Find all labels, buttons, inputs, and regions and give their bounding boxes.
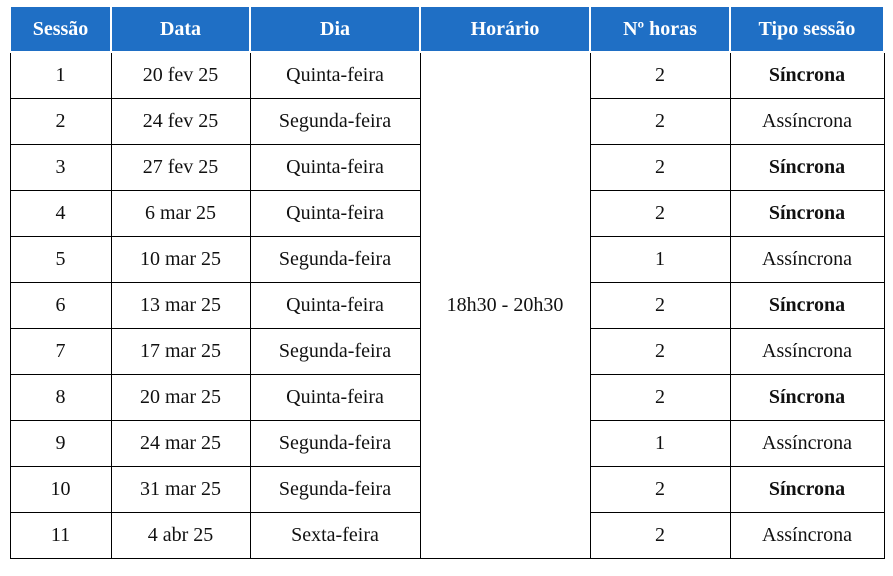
cell-dia: Segunda-feira bbox=[250, 467, 420, 513]
cell-dia: Quinta-feira bbox=[250, 283, 420, 329]
cell-sessao: 6 bbox=[10, 283, 111, 329]
cell-tipo: Síncrona bbox=[730, 52, 884, 99]
cell-dia: Quinta-feira bbox=[250, 52, 420, 99]
cell-data: 24 fev 25 bbox=[111, 99, 250, 145]
header-horas: Nº horas bbox=[590, 6, 730, 52]
cell-sessao: 3 bbox=[10, 145, 111, 191]
cell-horas: 2 bbox=[590, 191, 730, 237]
cell-tipo: Assíncrona bbox=[730, 237, 884, 283]
cell-data: 24 mar 25 bbox=[111, 421, 250, 467]
cell-dia: Quinta-feira bbox=[250, 191, 420, 237]
cell-data: 20 mar 25 bbox=[111, 375, 250, 421]
cell-data: 6 mar 25 bbox=[111, 191, 250, 237]
cell-tipo: Síncrona bbox=[730, 375, 884, 421]
cell-tipo: Assíncrona bbox=[730, 421, 884, 467]
header-horario: Horário bbox=[420, 6, 590, 52]
cell-horario: 18h30 - 20h30 bbox=[420, 52, 590, 559]
cell-sessao: 2 bbox=[10, 99, 111, 145]
cell-data: 27 fev 25 bbox=[111, 145, 250, 191]
cell-sessao: 7 bbox=[10, 329, 111, 375]
header-row bbox=[10, 6, 884, 52]
cell-dia: Segunda-feira bbox=[250, 329, 420, 375]
cell-horas: 2 bbox=[590, 513, 730, 559]
cell-data: 20 fev 25 bbox=[111, 52, 250, 99]
cell-tipo: Síncrona bbox=[730, 283, 884, 329]
cell-sessao: 4 bbox=[10, 191, 111, 237]
cell-horas: 2 bbox=[590, 329, 730, 375]
cell-sessao: 1 bbox=[10, 52, 111, 99]
cell-data: 17 mar 25 bbox=[111, 329, 250, 375]
cell-tipo: Síncrona bbox=[730, 191, 884, 237]
cell-horas: 2 bbox=[590, 375, 730, 421]
cell-sessao: 5 bbox=[10, 237, 111, 283]
cell-horas: 2 bbox=[590, 52, 730, 99]
cell-data: 31 mar 25 bbox=[111, 467, 250, 513]
cell-sessao: 9 bbox=[10, 421, 111, 467]
cell-horas: 1 bbox=[590, 421, 730, 467]
cell-tipo: Síncrona bbox=[730, 467, 884, 513]
header-data: Data bbox=[111, 6, 250, 52]
cell-tipo: Assíncrona bbox=[730, 513, 884, 559]
cell-sessao: 11 bbox=[10, 513, 111, 559]
cell-dia: Sexta-feira bbox=[250, 513, 420, 559]
cell-data: 4 abr 25 bbox=[111, 513, 250, 559]
cell-horas: 2 bbox=[590, 99, 730, 145]
schedule-table-container bbox=[9, 5, 885, 559]
cell-horas: 1 bbox=[590, 237, 730, 283]
cell-horas: 2 bbox=[590, 467, 730, 513]
cell-dia: Quinta-feira bbox=[250, 145, 420, 191]
cell-horas: 2 bbox=[590, 145, 730, 191]
table-body bbox=[10, 52, 884, 559]
table-row bbox=[10, 52, 884, 99]
schedule-table bbox=[9, 5, 885, 559]
header-dia: Dia bbox=[250, 6, 420, 52]
cell-dia: Segunda-feira bbox=[250, 237, 420, 283]
cell-sessao: 10 bbox=[10, 467, 111, 513]
cell-data: 10 mar 25 bbox=[111, 237, 250, 283]
cell-sessao: 8 bbox=[10, 375, 111, 421]
cell-dia: Quinta-feira bbox=[250, 375, 420, 421]
cell-tipo: Assíncrona bbox=[730, 99, 884, 145]
header-sessao: Sessão bbox=[10, 6, 111, 52]
cell-horas: 2 bbox=[590, 283, 730, 329]
cell-dia: Segunda-feira bbox=[250, 99, 420, 145]
cell-tipo: Assíncrona bbox=[730, 329, 884, 375]
cell-tipo: Síncrona bbox=[730, 145, 884, 191]
cell-dia: Segunda-feira bbox=[250, 421, 420, 467]
cell-data: 13 mar 25 bbox=[111, 283, 250, 329]
header-tipo: Tipo sessão bbox=[730, 6, 884, 52]
